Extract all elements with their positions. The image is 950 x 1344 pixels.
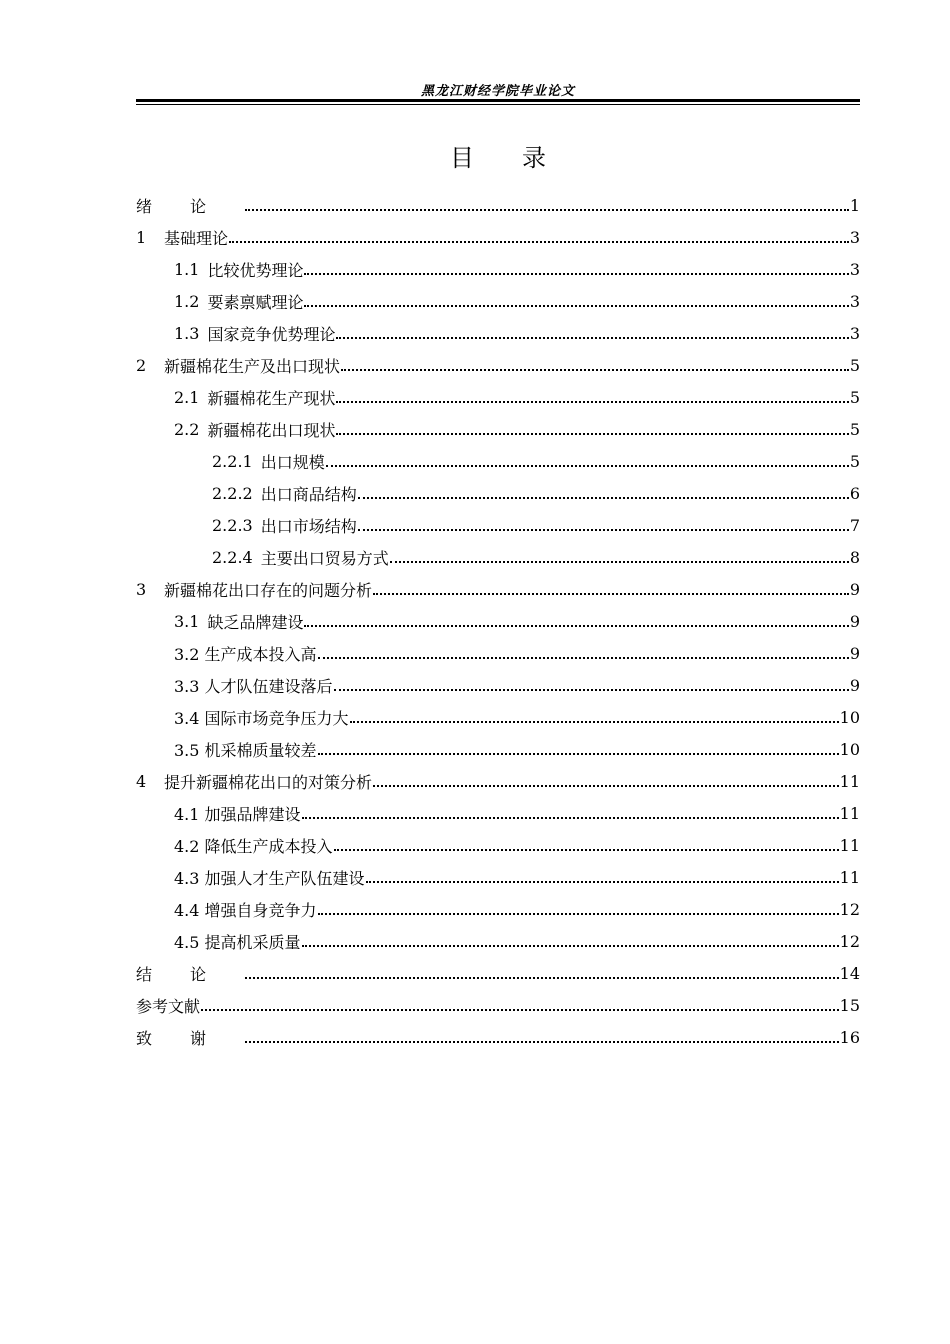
toc-entry-page: 3 — [849, 259, 860, 279]
toc-entry-number: 2 — [136, 355, 147, 375]
toc-entry-page: 3 — [849, 323, 860, 343]
toc-entry-title: 比较优势理论 — [207, 260, 304, 280]
toc-entry[interactable] — [136, 541, 860, 573]
toc-entry[interactable] — [136, 989, 860, 1021]
toc-entry[interactable] — [136, 413, 860, 445]
toc-entry[interactable] — [136, 381, 860, 413]
toc-entry[interactable] — [136, 925, 860, 957]
toc-entry-title: 致谢 — [136, 1028, 245, 1048]
toc-dot-leader — [336, 321, 848, 339]
toc-entry-title: 提升新疆棉花出口的对策分析 — [164, 772, 373, 792]
toc-entry-page: 16 — [839, 1027, 860, 1047]
toc-entry-page: 3 — [849, 291, 860, 311]
running-header: 黑龙江财经学院毕业论文 — [420, 84, 575, 99]
toc-dot-leader — [229, 225, 849, 243]
toc-dot-leader — [318, 737, 839, 755]
toc-dot-leader — [373, 769, 839, 787]
toc-entry[interactable] — [136, 573, 860, 605]
toc-entry[interactable] — [136, 285, 860, 317]
toc-entry-title: 结论 — [136, 964, 245, 984]
toc-title — [136, 138, 860, 173]
header-rule-thin — [136, 104, 860, 105]
toc-entry-page: 12 — [839, 899, 860, 919]
toc-entry[interactable] — [136, 1021, 860, 1053]
toc-entry-page: 3 — [849, 227, 860, 247]
toc-entry-page: 5 — [849, 387, 860, 407]
toc-entry-title: 4.3 加强人才生产队伍建设 — [174, 868, 365, 888]
toc-dot-leader — [245, 961, 839, 979]
toc-entry-title: 基础理论 — [164, 228, 229, 248]
toc-entry-number: 2.2.4 — [212, 547, 253, 567]
toc-entry[interactable] — [136, 669, 860, 701]
toc-entry-page: 5 — [849, 419, 860, 439]
toc-entry-page: 7 — [849, 515, 860, 535]
toc-entry-page: 5 — [849, 451, 860, 471]
toc-entry-number: 3 — [136, 579, 147, 599]
toc-dot-leader — [304, 289, 848, 307]
toc-dot-leader — [302, 801, 839, 819]
toc-entry-title: 4.5 提高机采质量 — [174, 932, 301, 952]
toc-entry-page: 9 — [849, 643, 860, 663]
toc-entry[interactable] — [136, 893, 860, 925]
toc-entry-title: 3.2 生产成本投入高 — [174, 644, 317, 664]
toc-entry-page: 12 — [839, 931, 860, 951]
toc-entry[interactable] — [136, 733, 860, 765]
toc-dot-leader — [358, 513, 849, 531]
toc-entry-page: 6 — [849, 483, 860, 503]
toc-entry-page: 1 — [849, 195, 860, 215]
toc-entry[interactable] — [136, 349, 860, 381]
toc-entry-title: 新疆棉花生产及出口现状 — [164, 356, 341, 376]
toc-dot-leader — [302, 929, 839, 947]
toc-entry-title: 3.5 机采棉质量较差 — [174, 740, 317, 760]
toc-entry-number: 3.1 — [174, 611, 200, 631]
toc-entry-page: 15 — [839, 995, 860, 1015]
toc-entry-title: 缺乏品牌建设 — [207, 612, 304, 632]
toc-dot-leader — [341, 353, 849, 371]
toc-entry[interactable] — [136, 829, 860, 861]
toc-entry-number: 1 — [136, 227, 147, 247]
toc-entry-title: 3.4 国际市场竞争压力大 — [174, 708, 349, 728]
toc-entry[interactable] — [136, 701, 860, 733]
toc-entry-title: 国家竞争优势理论 — [207, 324, 336, 344]
toc-title-left: 目 — [450, 144, 474, 172]
toc-entry-title: 新疆棉花生产现状 — [207, 388, 336, 408]
toc-entry-number: 2.2.2 — [212, 483, 253, 503]
toc-entry-page: 10 — [839, 739, 860, 759]
toc-dot-leader — [366, 865, 839, 883]
toc-dot-leader — [326, 449, 849, 467]
toc-dot-leader — [336, 385, 848, 403]
toc-entry[interactable] — [136, 861, 860, 893]
toc-entry-page: 11 — [839, 835, 860, 855]
toc-entry-number: 2.1 — [174, 387, 200, 407]
toc-dot-leader — [334, 673, 849, 691]
toc-dot-leader — [201, 993, 839, 1011]
toc-entry-title: 出口规模 — [260, 452, 325, 472]
toc-entry[interactable] — [136, 477, 860, 509]
toc-dot-leader — [304, 609, 848, 627]
toc-dot-leader — [304, 257, 848, 275]
toc-entry-title: 新疆棉花出口存在的问题分析 — [164, 580, 373, 600]
toc-entry-title: 3.3 人才队伍建设落后 — [174, 676, 333, 696]
toc-entry[interactable] — [136, 189, 860, 221]
toc-dot-leader — [245, 1025, 839, 1043]
toc-entry-title: 出口市场结构 — [260, 516, 357, 536]
header-rule-thick — [136, 99, 860, 102]
toc-entry[interactable] — [136, 605, 860, 637]
toc-entry[interactable] — [136, 797, 860, 829]
toc-entry-title: 要素禀赋理论 — [207, 292, 304, 312]
toc-entry-number: 1.2 — [174, 291, 200, 311]
toc-entry-title: 4.2 降低生产成本投入 — [174, 836, 333, 856]
toc-entry[interactable] — [136, 253, 860, 285]
toc-title-right: 录 — [522, 144, 546, 172]
toc-entry-title: 4.4 增强自身竞争力 — [174, 900, 317, 920]
toc-entry-page: 10 — [839, 707, 860, 727]
toc-entry[interactable] — [136, 957, 860, 989]
toc-dot-leader — [358, 481, 849, 499]
toc-entry-page: 11 — [839, 771, 860, 791]
toc-entry-page: 14 — [839, 963, 860, 983]
toc-entry-title: 参考文献 — [136, 996, 201, 1016]
toc-entry-page: 9 — [849, 611, 860, 631]
toc-dot-leader — [318, 897, 839, 915]
toc-entry-number: 2.2.3 — [212, 515, 253, 535]
toc-entry[interactable] — [136, 445, 860, 477]
toc-entry-title: 出口商品结构 — [260, 484, 357, 504]
toc-dot-leader — [245, 193, 849, 211]
toc-entry[interactable] — [136, 765, 860, 797]
toc-entry-title: 绪论 — [136, 196, 245, 216]
toc-entry-page: 8 — [849, 547, 860, 567]
toc-dot-leader — [350, 705, 839, 723]
toc-entry-number: 2.2 — [174, 419, 200, 439]
toc-entry-page: 5 — [849, 355, 860, 375]
toc-entry-number: 4 — [136, 771, 147, 791]
toc-entry[interactable] — [136, 509, 860, 541]
toc-entry-number: 1.3 — [174, 323, 200, 343]
toc-entry[interactable] — [136, 637, 860, 669]
toc-entry-number: 1.1 — [174, 259, 200, 279]
toc-entry-number: 2.2.1 — [212, 451, 253, 471]
toc-entry-title: 4.1 加强品牌建设 — [174, 804, 301, 824]
toc-entry[interactable] — [136, 221, 860, 253]
toc-entry-title: 新疆棉花出口现状 — [207, 420, 336, 440]
toc-dot-leader — [336, 417, 848, 435]
toc-entry-page: 11 — [839, 803, 860, 823]
table-of-contents — [136, 189, 860, 1053]
toc-entry-page: 9 — [849, 579, 860, 599]
toc-dot-leader — [334, 833, 839, 851]
toc-entry-page: 9 — [849, 675, 860, 695]
toc-dot-leader — [318, 641, 849, 659]
toc-entry-page: 11 — [839, 867, 860, 887]
toc-dot-leader — [373, 577, 849, 595]
toc-entry-title: 主要出口贸易方式 — [260, 548, 389, 568]
toc-dot-leader — [390, 545, 849, 563]
toc-entry[interactable] — [136, 317, 860, 349]
